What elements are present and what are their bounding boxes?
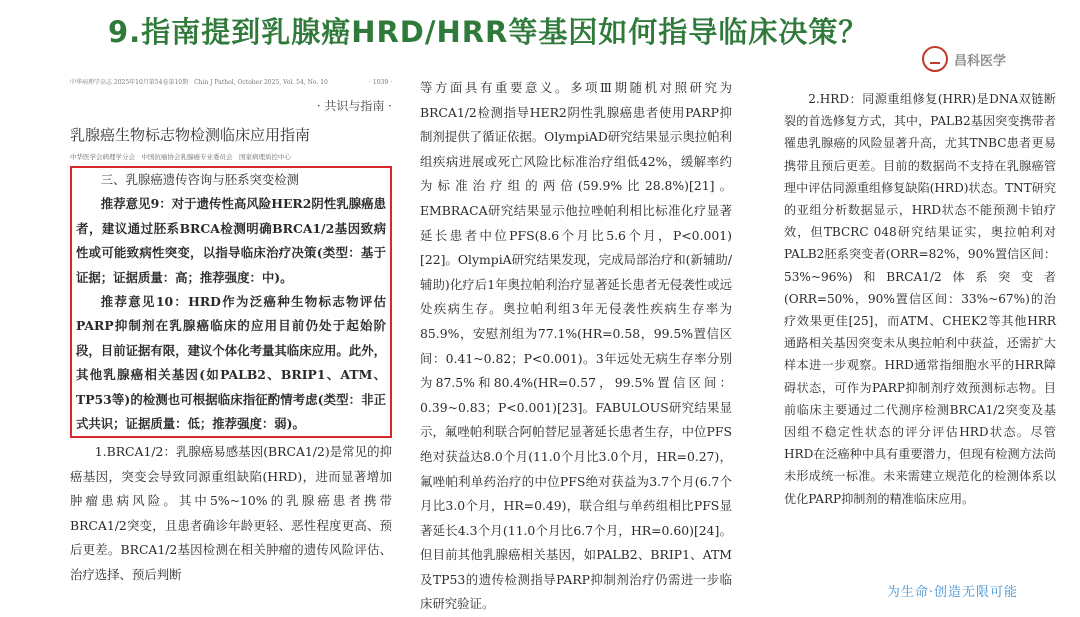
section-tag: · 共识与指南 · bbox=[316, 99, 392, 113]
journal-header-left: 中华病理学杂志 2025年10月第54卷第10期 Chin J Pathol, October 2025, Vol. 54, No. 10 bbox=[70, 79, 328, 86]
brand-logo bbox=[922, 46, 1006, 72]
column-2 bbox=[420, 76, 732, 617]
column-3 bbox=[784, 88, 1056, 510]
slide-title: 9.指南提到乳腺癌HRD/HRR等基因如何指导临床决策？ bbox=[108, 15, 869, 49]
evidence-paragraph: 等方面具有重要意义。多项Ⅲ期随机对照研究为BRCA1/2检测指导HER2阴性乳腺癌患者使用PARP抑制剂提供了循证依据。OlympiAD研究结果显示奥拉帕利组疾病进展或死亡风险比标准治疗组低42%，缓解率约为标准治疗组的两倍(59.9%比28.8%)[21]。EMBRACA研究结果显示他拉唑帕利相比标准化疗显著延长患者中位PFS(8.6个月比5.6个月，P<0.001)[22]。OlympiA研究结果发现，完成局部治疗和(新辅助/辅助)化疗后1年奥拉帕利治疗显著延长患者无侵袭性或远处疾病生存。奥拉帕利组3年无侵袭性疾病生存率为85.9%，安慰剂组为77.1%(HR=0.58，99.5%置信区间：0.41~0.82；P<0.001)。3年远处无病生存率分别为87.5%和80.4%(HR=0.57，99.5%置信区间：0.39~0.83；P<0.001)[23]。FABULOUS研究结果显示，氟唑帕利联合阿帕替尼显著延长患者生存，中位PFS绝对获益达8.0个月(11.0个月比3.0个月，HR=0.27)，氟唑帕利单药治疗的中位PFS绝对获益为3.7个月(6.7个月比3.0个月，HR=0.49)，联合组与单药组相比PFS显著延长4.3个月(11.0个月比6.7个月，HR=0.60)[24]。但目前其他乳腺癌相关基因，如PALB2、BRIP1、ATM及TP53的遗传检测指导PARP抑制剂治疗仍需进一步临床研究验证。 bbox=[420, 80, 732, 612]
recommendation-10: 推荐意见10：HRD作为泛癌种生物标志物评估PARP抑制剂在乳腺癌临床的应用目前仍处于起始阶段，目前证据有限，建议个体化考量其临床应用。此外，其他乳腺癌相关基因(如PALB2、BRIP1、ATM、TP53等)的检测也可根据临床指征酌情考虑(类型：非正式共识；证据质量：低；推荐强度：弱)。 bbox=[76, 294, 386, 432]
journal-header-right: · 1039 · bbox=[369, 79, 392, 86]
box-heading: 三、乳腺癌遗传咨询与胚系突变检测 bbox=[100, 172, 300, 187]
logo-icon bbox=[922, 46, 948, 72]
brca-paragraph: 1.BRCA1/2：乳腺癌易感基因(BRCA1/2)是常见的抑癌基因，突变会导致同源重组缺陷(HRD)，进而显著增加肿瘤患病风险。其中5%~10%的乳腺癌患者携带BRCA1/2突变，且患者确诊年龄更轻、恶性程度更高、预后更差。BRCA1/2基因检测在相关肿瘤的遗传风险评估、治疗选择、预后判断 bbox=[70, 444, 392, 582]
highlight-box bbox=[70, 166, 392, 438]
slogan: 为生命·创造无限可能 bbox=[886, 585, 1018, 600]
column-1 bbox=[70, 78, 392, 587]
hrd-paragraph: 2.HRD：同源重组修复(HRR)是DNA双链断裂的首选修复方式，其中，PALB2基因突变携带者罹患乳腺癌的风险显著升高，尤其TNBC患者更易携带且预后更差。目前的数据尚不支持在乳腺癌管理中评估同源重组修复缺陷(HRD)状态。TNT研究的亚组分析数据显示，HRD状态不能预测卡铂疗效，但TBCRC 048研究结果证实，奥拉帕利对PALB2胚系突变者(ORR=82%，90%置信区间：53%~96%)和BRCA1/2体系突变者(ORR=50%，90%置信区间：33%~67%)的治疗效果更佳[25]，而ATM、CHEK2等其他HRR通路相关基因突变未从奥拉帕利中获益，还需扩大样本进一步观察。HRD通常指细胞水平的HRR障碍状态，可作为PARP抑制剂疗效预测标志物。目前临床主要通过二代测序检测BRCA1/2突变及基因组不稳定性状态的评分评估HRD状态。尽管HRD在泛癌种中具有重要潜力，但现有检测方法尚未形成统一标准。未来需建立规范化的检测体系以优化PARP抑制剂的精准临床应用。 bbox=[784, 92, 1056, 506]
authors-line: 中华医学会病理学分会 中国抗癌协会乳腺癌专业委员会 国家病理质控中心 bbox=[70, 153, 291, 161]
logo-text: 昌科医学 bbox=[954, 53, 1007, 69]
document-title: 乳腺癌生物标志物检测临床应用指南 bbox=[70, 126, 311, 144]
recommendation-9: 推荐意见9：对于遗传性高风险HER2阴性乳腺癌患者，建议通过胚系BRCA检测明确BRCA1/2基因致病性或可能致病性突变，以指导临床治疗决策(类型：基于证据；证据质量：高；推荐强度：中)。 bbox=[76, 196, 386, 285]
journal-header bbox=[70, 78, 392, 88]
